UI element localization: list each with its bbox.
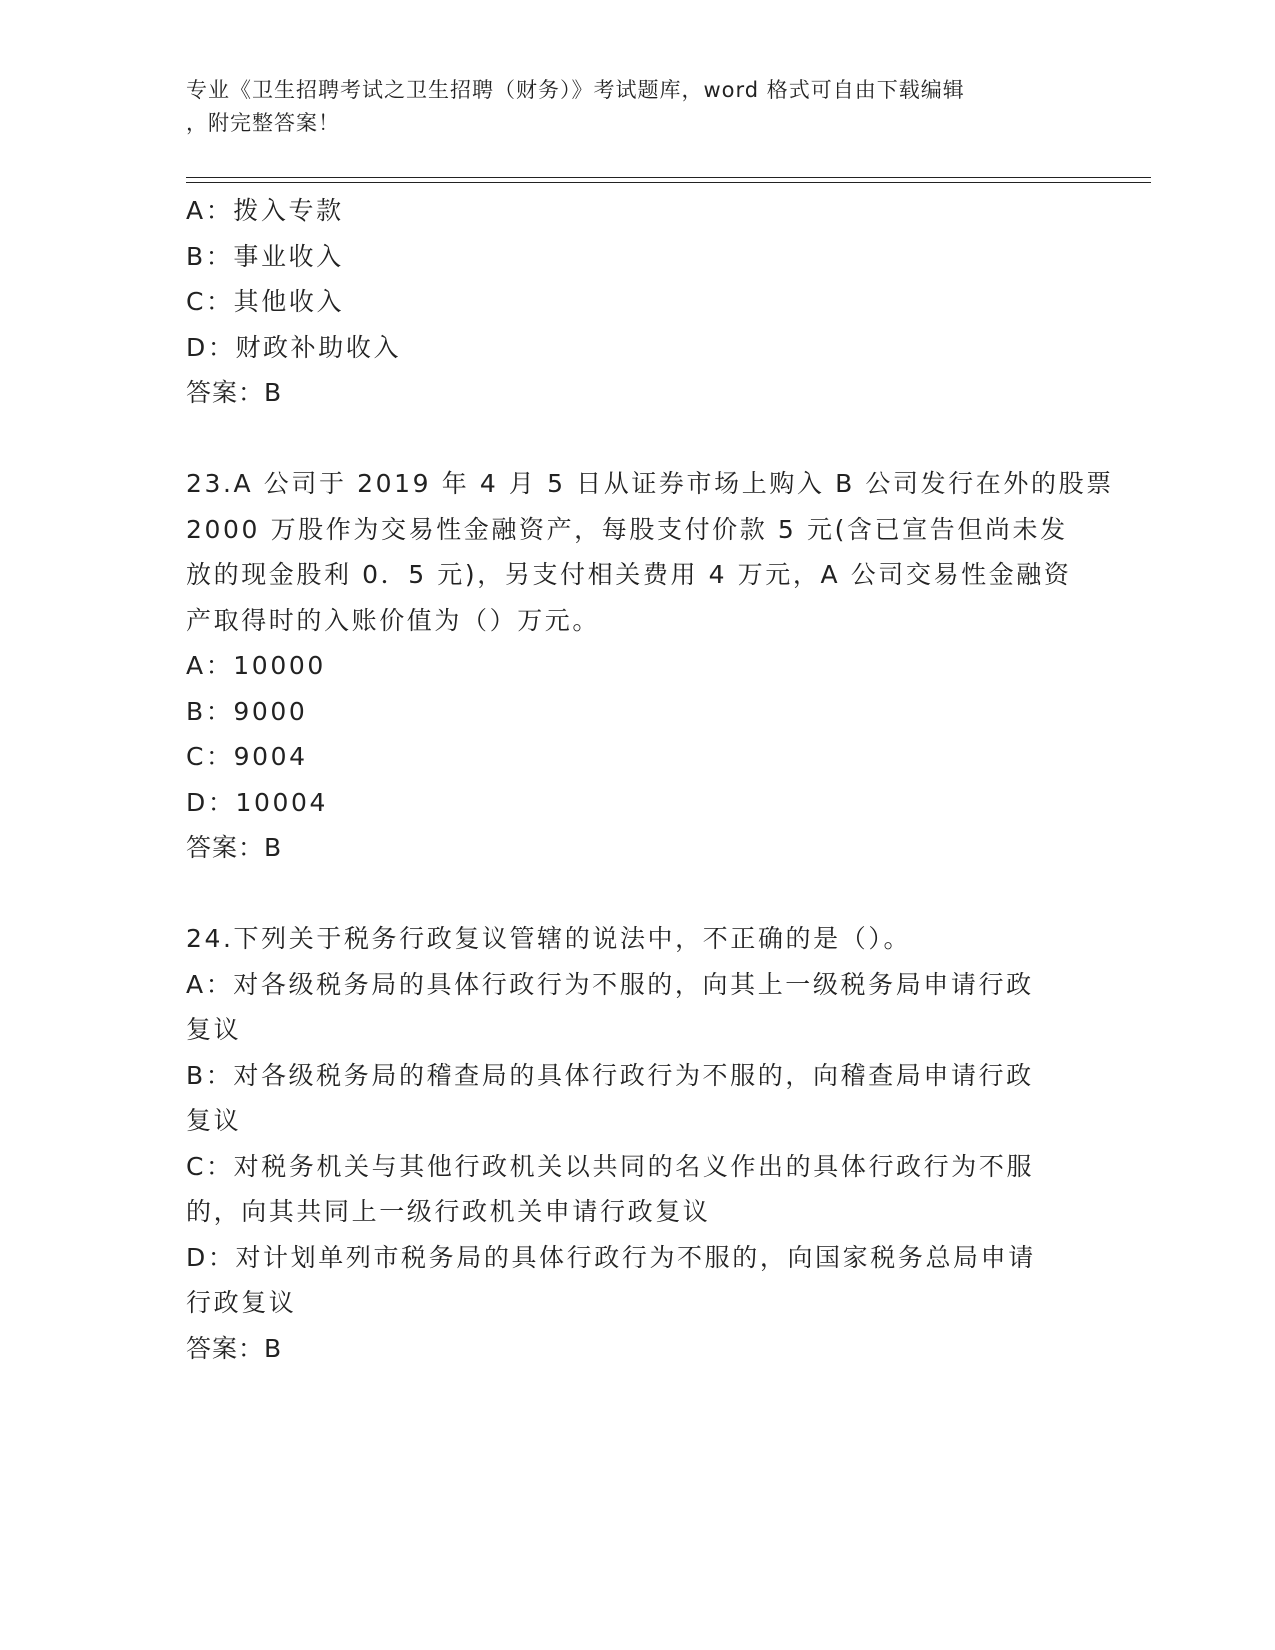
option-b: B：9000 [186,696,308,726]
question-stem-line: 放的现金股利 0．5 元)，另支付相关费用 4 万元，A 公司交易性金融资 [186,560,1072,589]
question-stem: 24.下列关于税务行政复议管辖的说法中，不正确的是（）。 [186,924,912,953]
option-c: C：其他收入 [186,287,345,316]
option-a: A：10000 [186,651,326,680]
option-c: C：9004 [186,742,308,771]
header-rule-top [186,177,1151,178]
question-stem-line: 23.A 公司于 2019 年 4 月 5 日从证券市场上购入 B 公司发行在外的股票 [186,469,1114,498]
option-d: D：财政补助收入 [186,332,402,362]
option-a: A：对各级税务局的具体行政行为不服的，向其上一级税务局申请行政 [186,969,1034,999]
option-d-continued: 行政复议 [186,1288,297,1317]
option-a: A：拨入专款 [186,196,344,225]
spacer [186,871,1086,917]
option-b: B：对各级税务局的稽查局的具体行政行为不服的，向稽查局申请行政 [186,1060,1034,1090]
answer: 答案：B [186,378,283,407]
header-line-1: 专业《卫生招聘考试之卫生招聘（财务）》考试题库，word 格式可自由下载编辑 [186,78,965,102]
question-24 [186,916,1086,1371]
header-rule-bottom [186,182,1151,183]
option-d: D：10004 [186,787,328,817]
question-stem-line: 2000 万股作为交易性金融资产，每股支付价款 5 元(含已宣告但尚未发 [186,514,1068,544]
option-d: D：对计划单列市税务局的具体行政行为不服的，向国家税务总局申请 [186,1242,1036,1272]
document-header [186,74,1066,140]
question-content [186,188,1114,1371]
question-23 [186,461,1114,871]
question-22 [186,188,1086,416]
question-stem-line: 产取得时的入账价值为（）万元。 [186,605,601,635]
answer: 答案：B [186,833,283,862]
option-c: C：对税务机关与其他行政机关以共同的名义作出的具体行政行为不服 [186,1151,1035,1181]
option-a-continued: 复议 [186,1015,242,1044]
spacer [186,416,1086,462]
option-b: B：事业收入 [186,241,344,271]
option-b-continued: 复议 [186,1106,242,1135]
answer: 答案：B [186,1333,283,1363]
option-c-continued: 的，向其共同上一级行政机关申请行政复议 [186,1197,711,1226]
header-line-2: ，附完整答案！ [186,111,340,135]
